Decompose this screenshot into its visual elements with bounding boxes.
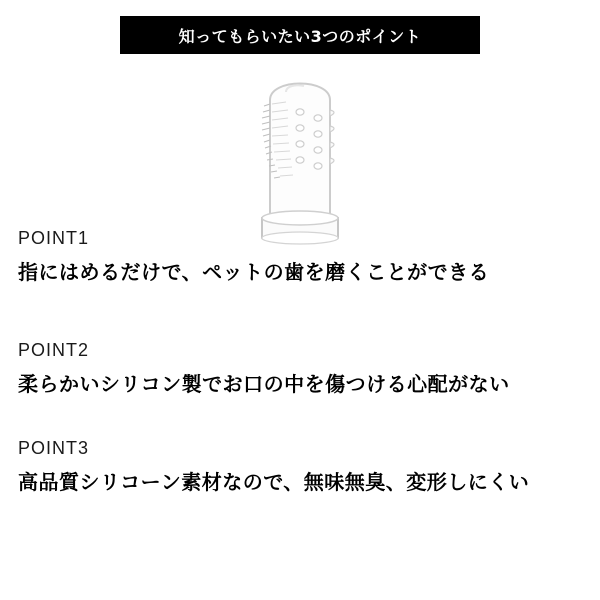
header-badge [120, 16, 480, 54]
point-text-1: 指にはめるだけで、ペットの歯を磨くことができる [18, 260, 490, 284]
point-label-3: POINT3 [18, 438, 90, 458]
finger-toothbrush-illustration [200, 60, 400, 250]
point-label-2: POINT2 [18, 340, 90, 360]
points-list [0, 228, 600, 530]
header-badge-label: 知ってもらいたい3つのポイント [178, 26, 422, 46]
product-image-area [0, 60, 600, 250]
point-text-3: 高品質シリコーン素材なので、無味無臭、変形しにくい [18, 470, 530, 494]
point-item-2 [0, 340, 600, 398]
point-item-1 [0, 228, 600, 286]
point-item-3 [0, 438, 600, 496]
point-text-2: 柔らかいシリコン製でお口の中を傷つける心配がない [18, 372, 510, 396]
point-label-1: POINT1 [18, 228, 90, 248]
